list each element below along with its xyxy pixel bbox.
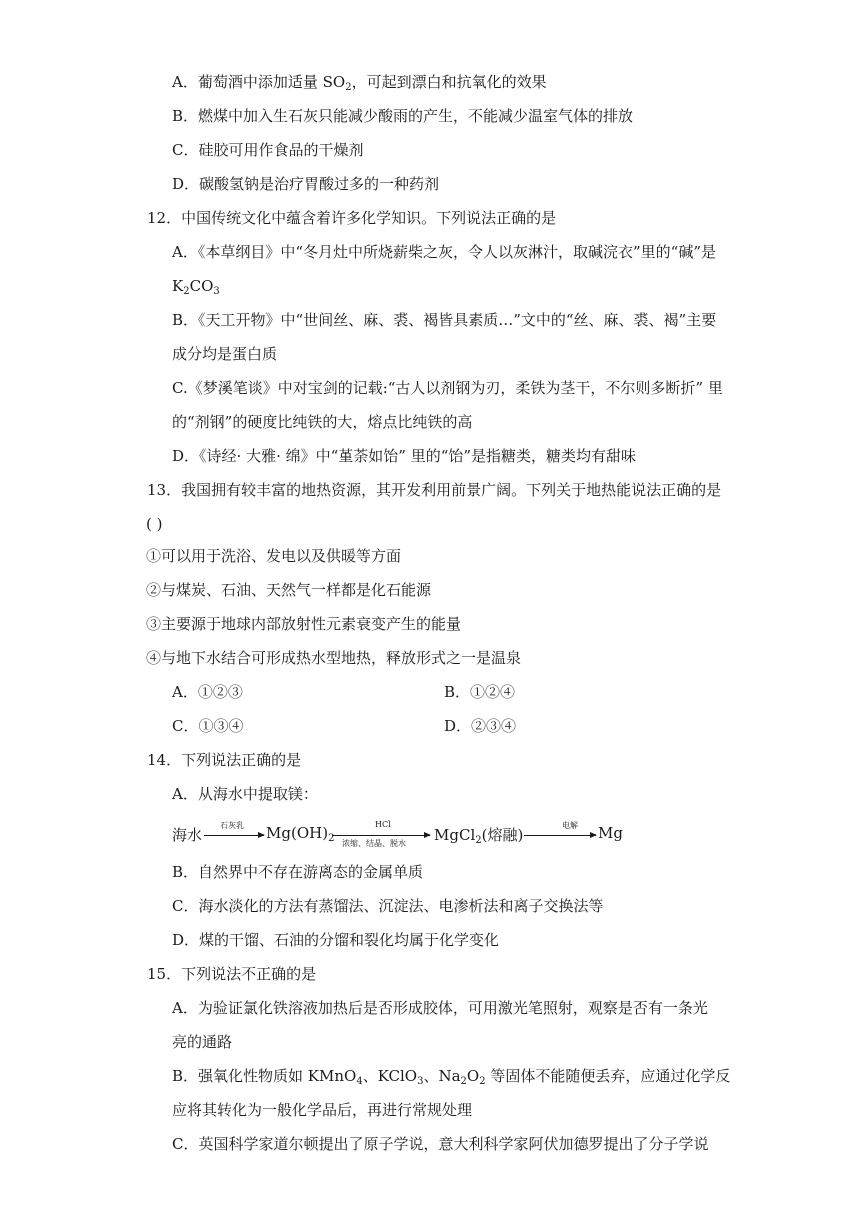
rx-arrow-2 xyxy=(332,835,430,836)
q12-option-a-line2: $K_2CO_3$ xyxy=(172,277,220,297)
q12-option-c-line2: 的“剂钢”的硬度比纯铁的大，熔点比纯铁的高 xyxy=(172,413,473,431)
rx-mg-oh-2: $Mg(OH)_2$ xyxy=(266,824,335,844)
q14-option-a: A．从海水中提取镁： xyxy=(172,785,318,803)
rx-reagent-concentrate: 浓缩、结晶、脱水 xyxy=(342,839,406,848)
q13-statement-1: ①可以用于洗浴、发电以及供暖等方面 xyxy=(146,547,402,565)
q15-option-a-line2: 亮的通路 xyxy=(172,1033,233,1051)
q14-option-b: B．自然界中不存在游离态的金属单质 xyxy=(172,863,424,881)
rx-arrow-1 xyxy=(204,835,264,836)
rx-arrow-3 xyxy=(524,835,596,836)
q12-option-d: D．《诗经· 大雅· 绵》中“堇荼如饴” 里的“饴”是指糖类，糖类均有甜味 xyxy=(172,447,637,465)
q15-option-a-line1: A．为验证氯化铁溶液加热后是否形成胶体，可用激光笔照射，观察是否有一条光 xyxy=(172,999,708,1017)
q13-option-d: D．②③④ xyxy=(444,717,517,735)
q13-option-a: A．①②③ xyxy=(172,683,243,701)
rx-mg: Mg xyxy=(598,824,623,842)
q12-option-b-line1: B．《天工开物》中“世间丝、麻、裘、褐皆具素质…”文中的“丝、麻、裘、褐”主要 xyxy=(172,311,717,329)
q12-option-c-line1: C.《梦溪笔谈》中对宝剑的记载:“古人以剂钢为刃，柔铁为茎干，不尔则多断折” 里 xyxy=(172,379,723,397)
q13-option-c: C．①③④ xyxy=(172,717,244,735)
q12-option-a-line1: A．《本草纲目》中“冬月灶中所烧薪柴之灰，令人以灰淋汁，取碱浣衣”里的“碱”是 xyxy=(172,243,717,261)
q13-option-b: B．①②④ xyxy=(444,683,516,701)
rx-reagent-electrolysis: 电解 xyxy=(562,821,578,830)
q11-option-b: B．燃煤中加入生石灰只能减少酸雨的产生，不能减少温室气体的排放 xyxy=(172,107,634,125)
rx-reagent-lime-milk: 石灰乳 xyxy=(220,821,244,830)
q12-stem: 12．中国传统文化中蕴含着许多化学知识。下列说法正确的是 xyxy=(147,209,557,227)
q15-option-b-line2: 应将其转化为一般化学品后，再进行常规处理 xyxy=(172,1101,473,1119)
q13-stem-blank: ( ) xyxy=(146,515,163,533)
q15-stem: 15．下列说法不正确的是 xyxy=(147,965,317,983)
q13-statement-4: ④与地下水结合可形成热水型地热，释放形式之一是温泉 xyxy=(146,649,522,667)
q11-option-d: D．碳酸氢钠是治疗胃酸过多的一种药剂 xyxy=(172,175,440,193)
q15-option-b-line1: B．强氧化性物质如 KMnO$_4$、KClO$_3$、$Na_2O_2$ 等固体不能随便丢弃，应通过化学反 xyxy=(172,1067,731,1087)
q14-option-d: D．煤的干馏、石油的分馏和裂化均属于化学变化 xyxy=(172,931,500,949)
q13-statement-2: ②与煤炭、石油、天然气一样都是化石能源 xyxy=(146,581,432,599)
q12-option-b-line2: 成分均是蛋白质 xyxy=(172,345,278,363)
rx-mgcl2-molten: MgCl$_2$(熔融) xyxy=(434,826,524,846)
rx-reagent-hcl: HCl xyxy=(375,820,391,829)
q14-stem: 14．下列说法正确的是 xyxy=(147,751,302,769)
rx-seawater: 海水 xyxy=(172,826,203,844)
q15-option-c: C．英国科学家道尔顿提出了原子学说，意大利科学家阿伏加德罗提出了分子学说 xyxy=(172,1135,709,1153)
q13-statement-3: ③主要源于地球内部放射性元素衰变产生的能量 xyxy=(146,615,462,633)
q11-option-c: C．硅胶可用作食品的干燥剂 xyxy=(172,141,364,159)
q14-option-c: C．海水淡化的方法有蒸馏法、沉淀法、电渗析法和离子交换法等 xyxy=(172,897,604,915)
q13-stem-line1: 13．我国拥有较丰富的地热资源，其开发利用前景广阔。下列关于地热能说法正确的是 xyxy=(147,481,722,499)
q11-option-a: A．葡萄酒中添加适量 $SO_2$，可起到漂白和抗氧化的效果 xyxy=(172,73,547,93)
